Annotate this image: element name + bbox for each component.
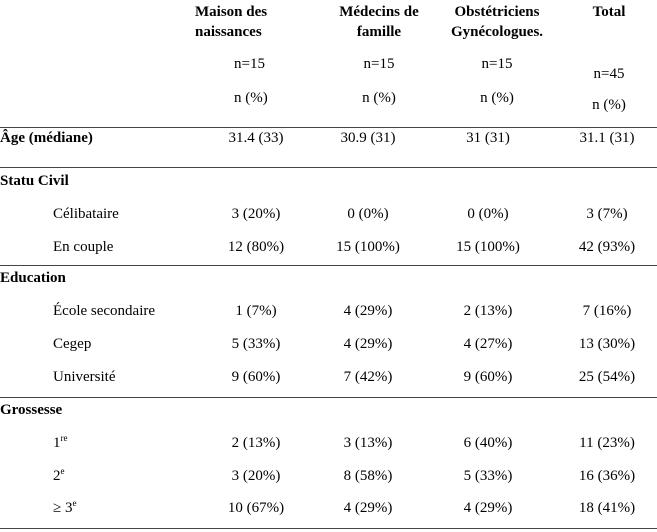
header-col4-unit: n (%) bbox=[592, 97, 626, 113]
table-cell: 31.1 (31) bbox=[579, 130, 635, 146]
table-cell: 4 (29%) bbox=[343, 303, 393, 319]
table-cell: 31 (31) bbox=[466, 130, 510, 146]
table-cell: 3 (13%) bbox=[343, 435, 393, 451]
header-col3-title-line2: Gynécologues. bbox=[450, 24, 544, 40]
table-cell: 42 (93%) bbox=[578, 239, 636, 255]
header-col2-n: n=15 bbox=[363, 56, 395, 72]
table-cell: 2 (13%) bbox=[231, 435, 281, 451]
header-col3-title-line1: Obstétriciens bbox=[454, 4, 540, 20]
table-cell: 10 (67%) bbox=[227, 500, 285, 516]
table-cell: 9 (60%) bbox=[463, 369, 513, 385]
table-cell: 2 (13%) bbox=[463, 303, 513, 319]
row-label: En couple bbox=[53, 239, 114, 255]
table-cell: 15 (100%) bbox=[336, 239, 400, 255]
header-col1-n: n=15 bbox=[234, 56, 265, 72]
table-rule bbox=[0, 127, 657, 128]
section-title: Education bbox=[0, 270, 66, 286]
header-col1-title-line1: Maison des bbox=[195, 4, 268, 20]
table-cell: 4 (29%) bbox=[343, 336, 393, 352]
header-col4-n: n=45 bbox=[593, 66, 625, 82]
table-rule bbox=[0, 265, 657, 266]
table-cell: 12 (80%) bbox=[227, 239, 285, 255]
table-cell: 1 (7%) bbox=[235, 303, 277, 319]
header-col4-title: Total bbox=[592, 4, 626, 20]
table-cell: 5 (33%) bbox=[231, 336, 281, 352]
row-label: Cegep bbox=[53, 336, 92, 352]
header-col1-unit: n (%) bbox=[234, 90, 268, 106]
row-label: ≥ $3^e$ bbox=[53, 498, 77, 516]
header-col2-title-line2: famille bbox=[356, 24, 402, 40]
table-cell: 0 (0%) bbox=[467, 206, 509, 222]
table-cell: 13 (30%) bbox=[578, 336, 636, 352]
header-col2-unit: n (%) bbox=[362, 90, 396, 106]
row-label: Célibataire bbox=[53, 206, 119, 222]
table-cell: 25 (54%) bbox=[578, 369, 636, 385]
table-cell: 0 (0%) bbox=[347, 206, 389, 222]
row-label: Âge (médiane) bbox=[0, 130, 93, 146]
table-cell: 3 (20%) bbox=[231, 206, 281, 222]
table-cell: 4 (29%) bbox=[343, 500, 393, 516]
table-cell: 9 (60%) bbox=[231, 369, 281, 385]
table-cell: 3 (7%) bbox=[586, 206, 628, 222]
table-cell: 31.4 (33) bbox=[228, 130, 284, 146]
table-cell: 3 (20%) bbox=[231, 468, 281, 484]
table-rule bbox=[0, 167, 657, 168]
header-col3-n: n=15 bbox=[481, 56, 513, 72]
table-cell: 16 (36%) bbox=[578, 468, 636, 484]
table-cell: 11 (23%) bbox=[579, 435, 635, 451]
header-col3-unit: n (%) bbox=[480, 90, 514, 106]
table-cell: 8 (58%) bbox=[343, 468, 393, 484]
table-rule bbox=[0, 397, 657, 398]
row-label: École secondaire bbox=[53, 303, 156, 319]
row-label: 1re bbox=[53, 433, 68, 451]
table-cell: 5 (33%) bbox=[463, 468, 513, 484]
row-label: 2e bbox=[53, 466, 65, 484]
section-title: Grossesse bbox=[0, 402, 63, 418]
table-cell: 4 (27%) bbox=[463, 336, 513, 352]
table-cell: 7 (42%) bbox=[343, 369, 393, 385]
table-cell: 6 (40%) bbox=[463, 435, 513, 451]
table-cell: 30.9 (31) bbox=[340, 130, 396, 146]
section-title: Statu Civil bbox=[0, 173, 69, 189]
table-rule bbox=[0, 528, 657, 529]
row-label: Université bbox=[53, 369, 116, 385]
table-cell: 4 (29%) bbox=[463, 500, 513, 516]
table-cell: 7 (16%) bbox=[582, 303, 632, 319]
table-cell: 18 (41%) bbox=[578, 500, 636, 516]
header-col1-title-line2: naissances bbox=[195, 24, 262, 40]
header-col2-title-line1: Médecins de bbox=[339, 4, 419, 20]
table-cell: 15 (100%) bbox=[456, 239, 520, 255]
